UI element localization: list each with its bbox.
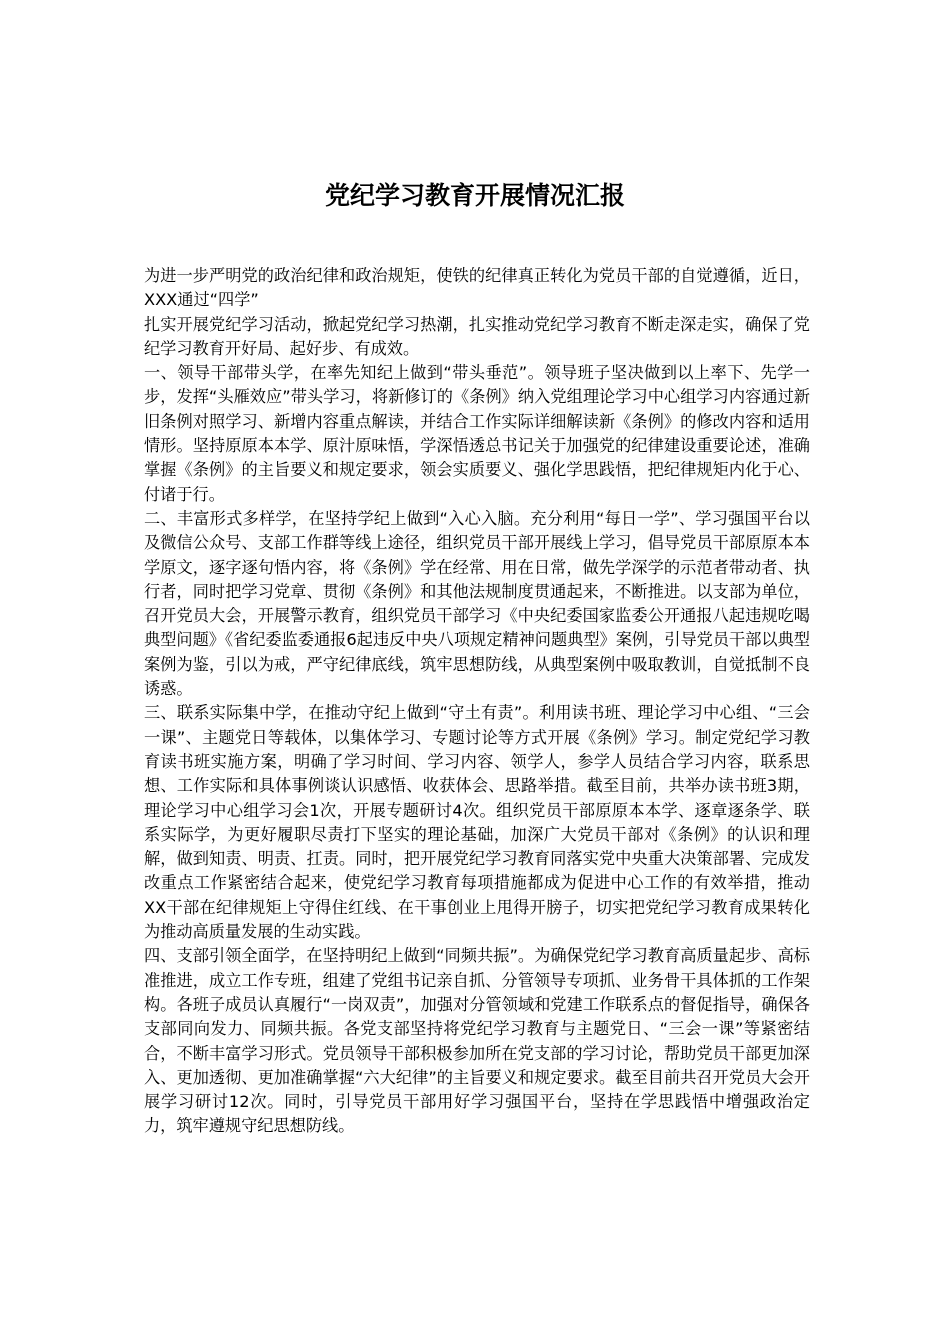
document-title: 党纪学习教育开展情况汇报 <box>324 181 625 210</box>
paragraph-section-4: 四、支部引领全面学，在坚持明纪上做到“同频共振”。为确保党纪学习教育高质量起步、高标准推进，成立工作专班，组建了党组书记亲自抓、分管领导专项抓、业务骨干具体抓的工作架构。各班子成员认真履行“一岗双责”，加强对分管领域和党建工作联系点的督促指导，确保各支部同向发力、同频共振。各党支部坚持将党纪学习教育与主题党日、“三会一课”等紧密结合，不断丰富学习形式。党员领导干部积极参加所在党支部的学习讨论，帮助党员干部更加深入、更加透彻、更加准确掌握“六大纪律”的主旨要义和规定要求。截至目前共召开党员大会开展学习研讨12次。同时，引导党员干部用好学习强国平台，坚持在学思践悟中增强政治定力，筑牢遵规守纪思想防线。 <box>144 946 810 1136</box>
paragraph-section-1: 一、领导干部带头学，在率先知纪上做到“带头垂范”。领导班子坚决做到以上率下、先学一步，发挥“头雁效应”带头学习，将新修订的《条例》纳入党组理论学习中心组学习内容通过新旧条例对照学习、新增内容重点解读，并结合工作实际详细解读新《条例》的修改内容和适用情形。坚持原原本本学、原汁原味悟，学深悟透总书记关于加强党的纪律建设重要论述，准确掌握《条例》的主旨要义和规定要求，领会实质要义、强化学思践悟，把纪律规矩内化于心、付诸于行。 <box>144 363 810 504</box>
paragraph-section-3: 三、联系实际集中学，在推动守纪上做到“守土有责”。利用读书班、理论学习中心组、“三会一课”、主题党日等载体，以集体学习、专题讨论等方式开展《条例》学习。制定党纪学习教育读书班实施方案，明确了学习时间、学习内容、领学人，参学人员结合学习内容，联系思想、工作实际和具体事例谈认识感悟、收获体会、思路举措。截至目前，共举办读书班3期，理论学习中心组学习会1次，开展专题研讨4次。组织党员干部原原本本学、逐章逐条学、联系实际学，为更好履职尽责打下坚实的理论基础，加深广大党员干部对《条例》的认识和理解，做到知责、明责、扛责。同时，把开展党纪学习教育同落实党中央重大决策部署、完成发改重点工作紧密结合起来，使党纪学习教育每项措施都成为促进中心工作的有效举措，推动XX干部在纪律规矩上守得住红线、在干事创业上甩得开膀子，切实把党纪学习教育成果转化为推动高质量发展的生动实践。 <box>144 703 810 942</box>
paragraph-intro-continued: 扎实开展党纪学习活动，掀起党纪学习热潮，扎实推动党纪学习教育不断走深走实，确保了党纪学习教育开好局、起好步、有成效。 <box>144 314 810 358</box>
paragraph-intro: 为进一步严明党的政治纪律和政治规矩，使铁的纪律真正转化为党员干部的自觉遵循，近日，XXX通过“四学” <box>144 266 810 310</box>
document-body <box>144 264 810 1139</box>
paragraph-section-2: 二、丰富形式多样学，在坚持学纪上做到“入心入脑。充分利用“每日一学”、学习强国平台以及微信公众号、支部工作群等线上途径，组织党员干部开展线上学习，倡导党员干部原原本本学原文，逐字逐句悟内容，将《条例》学在经常、用在日常，做先学深学的示范者带动者、执行者，同时把学习党章、贯彻《条例》和其他法规制度贯通起来，不断推进。以支部为单位，召开党员大会，开展警示教育，组织党员干部学习《中央纪委国家监委公开通报八起违规吃喝典型问题》《省纪委监委通报6起违反中央八项规定精神问题典型》案例，引导党员干部以典型案例为鉴，引以为戒，严守纪律底线，筑牢思想防线，从典型案例中吸取教训，自觉抵制不良诱惑。 <box>144 508 810 699</box>
